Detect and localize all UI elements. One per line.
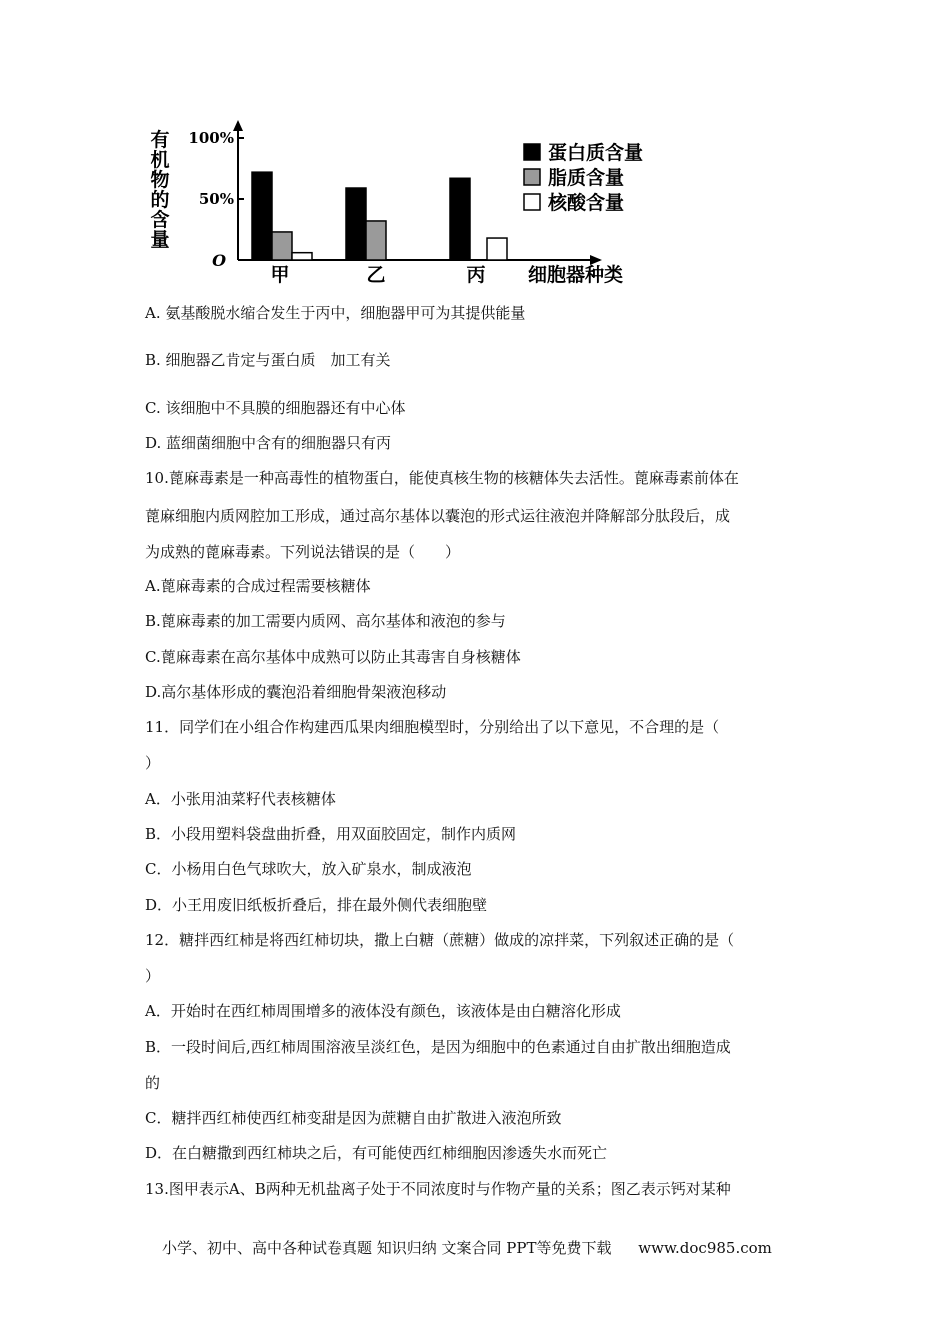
question-11-line-1: 11．同学们在小组合作构建西瓜果肉细胞模型时，分别给出了以下意见，不合理的是（ bbox=[145, 718, 720, 736]
option-10d: D.高尔基体形成的囊泡沿着细胞骨架液泡移动 bbox=[145, 683, 447, 701]
bar-甲-2 bbox=[272, 232, 292, 260]
legend-swatch-1 bbox=[524, 144, 540, 160]
category-label: 乙 bbox=[366, 264, 386, 286]
bar-甲-3 bbox=[292, 253, 312, 260]
question-10-line-2: 蓖麻细胞内质网腔加工形成，通过高尔基体以囊泡的形式运往液泡并降解部分肽段后，成 bbox=[145, 507, 731, 525]
option-10b: B.蓖麻毒素的加工需要内质网、高尔基体和液泡的参与 bbox=[145, 612, 506, 630]
option-12d: D．在白糖撒到西红柿块之后，有可能使西红柿细胞因渗透失水而死亡 bbox=[145, 1144, 608, 1162]
option-9a: A. 氨基酸脱水缩合发生于丙中，细胞器甲可为其提供能量 bbox=[145, 304, 526, 322]
question-13-line-1: 13.图甲表示A、B两种无机盐离子处于不同浓度时与作物产量的关系；图乙表示钙对某种 bbox=[145, 1180, 731, 1198]
organelle-composition-bar-chart bbox=[140, 112, 680, 290]
option-12a: A．开始时在西红柿周围增多的液体没有颜色，该液体是由白糖溶化形成 bbox=[145, 1002, 621, 1020]
y-tick-label: 100% bbox=[188, 129, 234, 147]
option-9b: B. 细胞器乙肯定与蛋白质 加工有关 bbox=[145, 351, 391, 369]
option-12b-line-1: B．一段时间后,西红柿周围溶液呈淡红色，是因为细胞中的色素通过自由扩散出细胞造成 bbox=[145, 1038, 731, 1056]
y-axis-label-char: 量 bbox=[150, 229, 170, 251]
y-axis-label-char: 有 bbox=[150, 129, 170, 151]
option-12c: C．糖拌西红柿使西红柿变甜是因为蔗糖自由扩散进入液泡所致 bbox=[145, 1109, 562, 1127]
page-footer bbox=[162, 1237, 772, 1258]
footer-text: 小学、初中、高中各种试卷真题 知识归纳 文案合同 PPT等免费下载 bbox=[162, 1239, 612, 1257]
question-12-line-2: ） bbox=[145, 967, 161, 985]
y-axis-label-char: 机 bbox=[150, 149, 170, 171]
bar-乙-1 bbox=[346, 188, 366, 260]
chart-legend bbox=[524, 141, 643, 214]
legend-label: 核酸含量 bbox=[548, 192, 625, 214]
option-11c: C．小杨用白色气球吹大，放入矿泉水，制成液泡 bbox=[145, 860, 472, 878]
legend-swatch-3 bbox=[524, 194, 540, 210]
y-axis-label-char: 的 bbox=[150, 189, 170, 211]
legend-label: 蛋白质含量 bbox=[548, 142, 644, 164]
legend-swatch-2 bbox=[524, 169, 540, 185]
bar-乙-2 bbox=[366, 221, 386, 260]
bar-丙-3 bbox=[487, 238, 507, 260]
y-tick-label: 50% bbox=[198, 190, 234, 208]
option-9d: D. 蓝细菌细胞中含有的细胞器只有丙 bbox=[145, 434, 392, 452]
option-11d: D．小王用废旧纸板折叠后，排在最外侧代表细胞壁 bbox=[145, 896, 488, 914]
option-10c: C.蓖麻毒素在高尔基体中成熟可以防止其毒害自身核糖体 bbox=[145, 648, 521, 666]
origin-label: O bbox=[212, 251, 226, 270]
footer-url: www.doc985.com bbox=[638, 1239, 772, 1257]
y-axis-label-char: 含 bbox=[150, 209, 170, 231]
chart-bars bbox=[252, 172, 507, 260]
legend-label: 脂质含量 bbox=[548, 167, 625, 189]
y-axis-arrow bbox=[233, 120, 243, 131]
bar-丙-1 bbox=[450, 178, 470, 260]
option-9c: C. 该细胞中不具膜的细胞器还有中心体 bbox=[145, 399, 406, 417]
bar-甲-1 bbox=[252, 172, 272, 260]
category-label: 甲 bbox=[270, 264, 290, 286]
question-12-line-1: 12．糖拌西红柿是将西红柿切块，撒上白糖（蔗糖）做成的凉拌菜，下列叙述正确的是（ bbox=[145, 931, 735, 949]
option-10a: A.蓖麻毒素的合成过程需要核糖体 bbox=[145, 577, 371, 595]
option-12b-line-2: 的 bbox=[145, 1074, 161, 1092]
category-label: 丙 bbox=[466, 264, 486, 286]
y-axis-label-char: 物 bbox=[150, 169, 170, 191]
question-10-line-1: 10.蓖麻毒素是一种高毒性的植物蛋白，能使真核生物的核糖体失去活性。蓖麻毒素前体在 bbox=[145, 469, 739, 487]
option-11a: A．小张用油菜籽代表核糖体 bbox=[145, 790, 336, 808]
x-axis-label: 细胞器种类 bbox=[528, 264, 624, 286]
question-10-line-3: 为成熟的蓖麻毒素。下列说法错误的是（ ） bbox=[145, 543, 461, 561]
option-11b: B．小段用塑料袋盘曲折叠，用双面胶固定，制作内质网 bbox=[145, 825, 517, 843]
question-11-line-2: ） bbox=[145, 754, 161, 772]
